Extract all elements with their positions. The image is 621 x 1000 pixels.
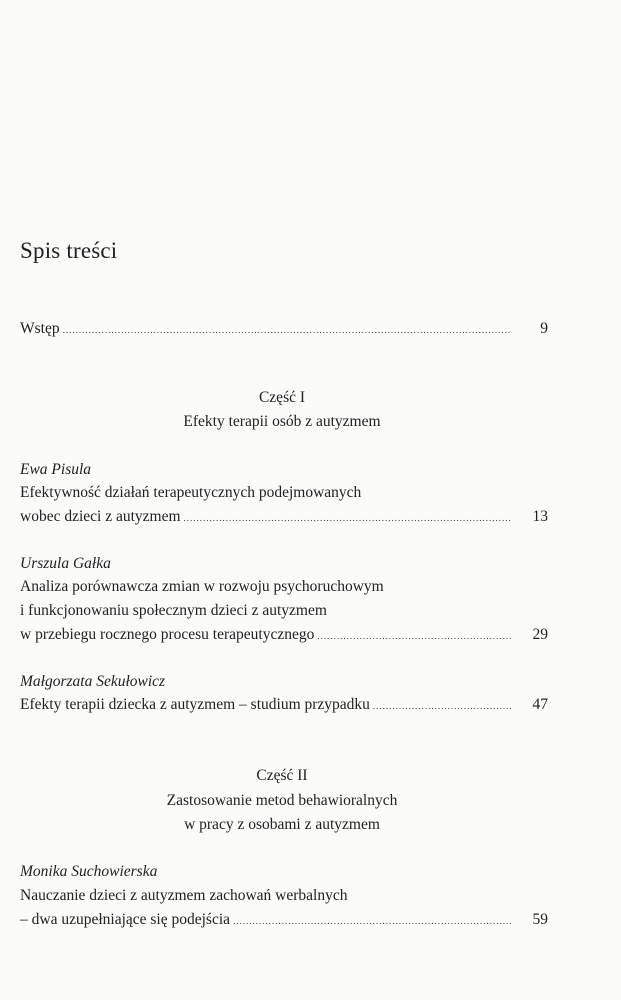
- toc-entry-chapter[interactable]: [20, 909, 548, 932]
- dot-leader: [184, 507, 511, 529]
- dot-leader: [63, 319, 511, 341]
- entry-title: wobec dzieci z autyzmem: [20, 508, 181, 525]
- page-number: 13: [532, 508, 548, 525]
- toc-entry-chapter[interactable]: [20, 694, 548, 717]
- page-number: 9: [540, 320, 548, 337]
- chapter-title-line: Analiza porównawcza zmian w rozwoju psychoruchowym: [20, 578, 384, 595]
- part-title: Zastosowanie metod behawioralnych: [166, 792, 398, 809]
- chapter-author: Urszula Gałka: [20, 555, 111, 572]
- part-heading: Część II: [256, 767, 308, 784]
- entry-title: w przebiegu rocznego procesu terapeutycznego: [20, 626, 315, 643]
- chapter-author: Ewa Pisula: [20, 461, 92, 478]
- part-heading: Część I: [258, 389, 306, 406]
- page-number: 47: [532, 696, 548, 713]
- chapter-title-line: Efektywność działań terapeutycznych podejmowanych: [20, 484, 362, 501]
- toc-entry-chapter[interactable]: [20, 506, 548, 529]
- toc-entry-chapter[interactable]: [20, 624, 548, 647]
- page-number: 29: [532, 626, 548, 643]
- page-title: Spis treści: [20, 238, 118, 263]
- toc-entry-intro[interactable]: [20, 318, 548, 341]
- dot-leader: [373, 695, 511, 717]
- page-number: 59: [532, 911, 548, 928]
- chapter-author: Monika Suchowierska: [20, 863, 158, 880]
- entry-title: Efekty terapii dziecka z autyzmem – studium przypadku: [20, 696, 370, 713]
- dot-leader: [233, 910, 511, 932]
- chapter-author: Małgorzata Sekułowicz: [20, 673, 166, 690]
- part-title: Efekty terapii osób z autyzmem: [183, 413, 381, 430]
- chapter-title-line: i funkcjonowaniu społecznym dzieci z autyzmem: [20, 602, 327, 619]
- entry-title: Wstęp: [20, 320, 60, 337]
- part-title: w pracy z osobami z autyzmem: [184, 816, 380, 833]
- dot-leader: [317, 625, 511, 647]
- chapter-title-line: Nauczanie dzieci z autyzmem zachowań werbalnych: [20, 887, 348, 904]
- entry-title: – dwa uzupełniające się podejścia: [20, 911, 231, 928]
